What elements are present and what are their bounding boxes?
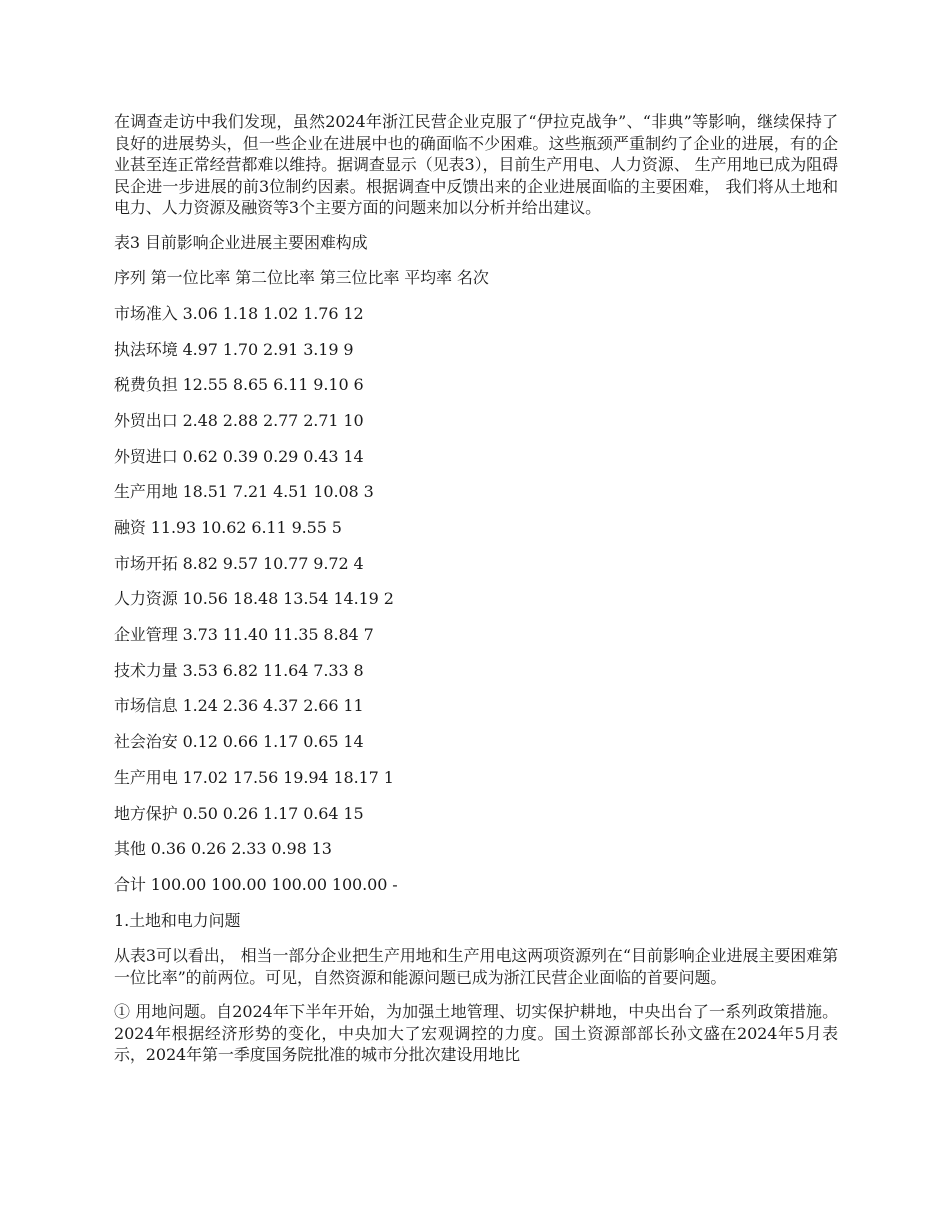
table-row: 市场开拓 8.82 9.57 10.77 9.72 4	[114, 553, 364, 573]
table-row: 其他 0.36 0.26 2.33 0.98 13	[114, 839, 332, 859]
table-row: 执法环境 4.97 1.70 2.91 3.19 9	[114, 339, 354, 359]
table-row: 税费负担 12.55 8.65 6.11 9.10 6	[114, 375, 364, 395]
table-rows	[114, 303, 838, 896]
table-row: 市场准入 3.06 1.18 1.02 1.76 12	[114, 303, 364, 323]
table-row: 外贸出口 2.48 2.88 2.77 2.71 10	[114, 410, 364, 430]
table-row: 生产用地 18.51 7.21 4.51 10.08 3	[114, 482, 374, 502]
table-row: 地方保护 0.50 0.26 1.17 0.64 15	[114, 803, 364, 823]
section-heading: 1.土地和电力问题	[114, 910, 241, 930]
document-page	[114, 111, 838, 1079]
land-use-paragraph: ① 用地问题。自2024年下半年开始，为加强土地管理、切实保护耕地，中央出台了一系列政策措施。2024年根据经济形势的变化，中央加大了宏观调控的力度。国土资源部部长孙文盛在2024年5月表示，2024年第一季度国务院批准的城市分批次建设用地比	[114, 1002, 838, 1065]
table-row: 技术力量 3.53 6.82 11.64 7.33 8	[114, 660, 364, 680]
intro-paragraph: 在调查走访中我们发现，虽然2024年浙江民营企业克服了“伊拉克战争”、“非典”等影响，继续保持了良好的进展势头，但一些企业在进展中也的确面临不少困难。这些瓶颈严重制约了企业的进展，有的企业甚至连正常经营都难以维持。据调查显示（见表3），目前生产用电、人力资源、 生产用地已成为阻碍民企进一步进展的前3位制约因素。根据调查中反馈出来的企业进展面临的主要困难， 我们将从土地和电力、人力资源及融资等3个主要方面的问题来加以分析并给出建议。	[114, 112, 838, 217]
table-row: 合计 100.00 100.00 100.00 100.00 -	[114, 874, 398, 894]
land-power-paragraph: 从表3可以看出， 相当一部分企业把生产用地和生产用电这两项资源列在“目前影响企业进展主要困难第一位比率”的前两位。可见，自然资源和能源问题已成为浙江民营企业面临的首要问题。	[114, 946, 838, 987]
table-row: 生产用电 17.02 17.56 19.94 18.17 1	[114, 767, 394, 787]
table-row: 融资 11.93 10.62 6.11 9.55 5	[114, 518, 342, 537]
table-row: 企业管理 3.73 11.40 11.35 8.84 7	[114, 625, 374, 645]
table-row: 社会治安 0.12 0.66 1.17 0.65 14	[114, 732, 364, 752]
table-row: 外贸进口 0.62 0.39 0.29 0.43 14	[114, 446, 364, 466]
table-header: 序列 第一位比率 第二位比率 第三位比率 平均率 名次	[114, 268, 489, 288]
table-row: 市场信息 1.24 2.36 4.37 2.66 11	[114, 696, 364, 716]
table-caption: 表3 目前影响企业进展主要困难构成	[114, 232, 368, 252]
table-row: 人力资源 10.56 18.48 13.54 14.19 2	[114, 589, 394, 609]
